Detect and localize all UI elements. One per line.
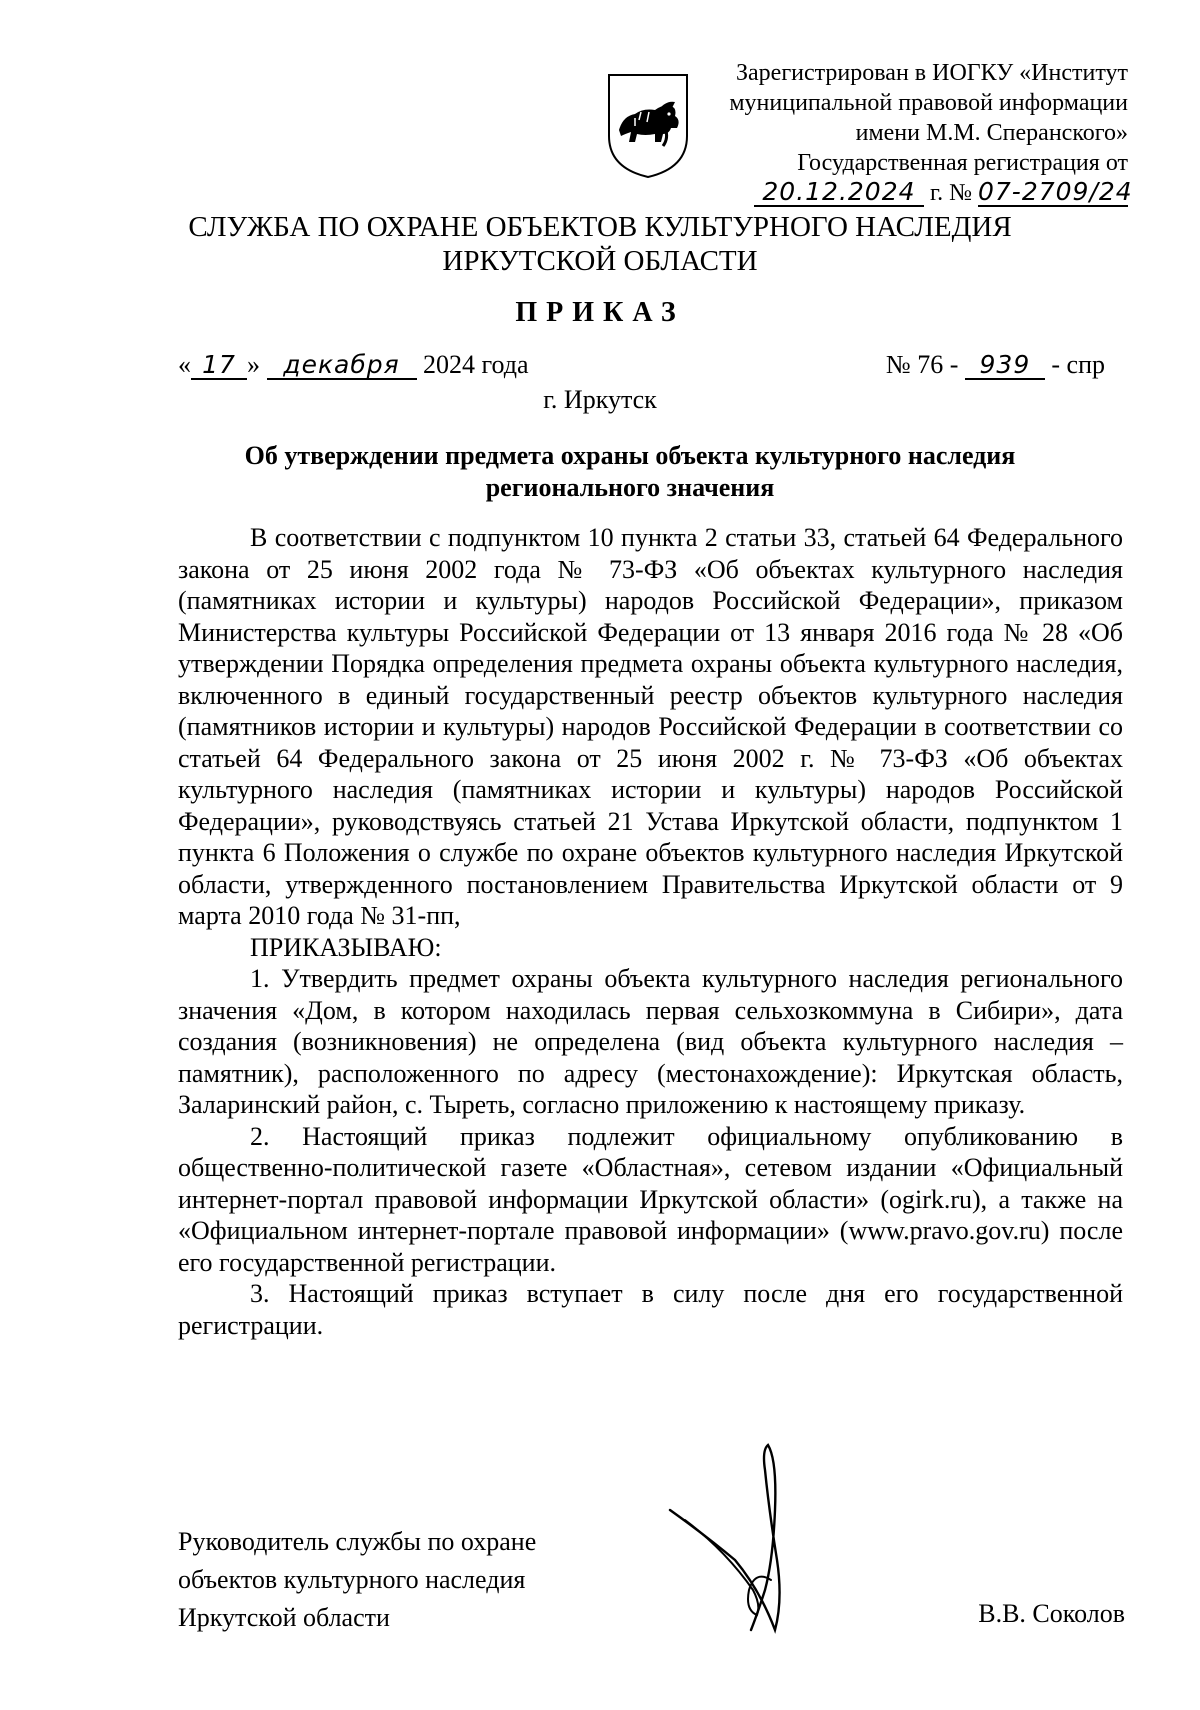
signer-line-1: Руководитель службы по охране (178, 1527, 537, 1556)
document-city: г. Иркутск (543, 385, 657, 414)
signer-line-2: объектов культурного наследия (178, 1565, 526, 1594)
organization-line-1: СЛУЖБА ПО ОХРАНЕ ОБЪЕКТОВ КУЛЬТУРНОГО НАСЛЕДИЯ (188, 211, 1012, 243)
order-item-1: 1. Утвердить предмет охраны объекта культурного наследия регионального значения «Дом, в котором находилась первая сельхозкоммуна в Сибири», дата создания (возникновения) не определена (вид объекта культурного наследия – памятник), расположенного по адресу (местонахождение): Иркутская область, Заларинский район, с. Тыреть, согласно приложению к настоящему приказу. (178, 964, 1123, 1119)
order-item-3: 3. Настоящий приказ вступает в силу после дня его государственной регистрации. (178, 1279, 1123, 1340)
number-value: 939 (965, 352, 1045, 380)
date-close-quote: » (247, 350, 260, 379)
registration-stamp (708, 58, 1133, 208)
registration-line-2: муниципальной правовой информации (729, 90, 1128, 116)
signature-icon (665, 1440, 845, 1650)
registration-number: 07-2709/24 (978, 177, 1133, 206)
subject-line-2: регионального значения (485, 473, 775, 502)
registration-line-1: Зарегистрирован в ИОГКУ «Институт (735, 60, 1128, 86)
order-word: ПРИКАЗЫВАЮ: (250, 932, 442, 962)
signer-line-3: Иркутской области (178, 1603, 390, 1632)
signer-name: В.В. Соколов (978, 1599, 1125, 1628)
registration-line-4: Государственная регистрация от (797, 150, 1128, 176)
organization-line-2: ИРКУТСКОЙ ОБЛАСТИ (442, 245, 758, 277)
document-body (178, 522, 1123, 1341)
date-open-quote: « (178, 350, 191, 379)
date-month: декабря (267, 352, 417, 380)
registration-line-3: имени М.М. Сперанского» (855, 120, 1128, 146)
registration-number-label: г. № (929, 180, 972, 206)
coat-of-arms-icon (605, 72, 691, 180)
preamble-paragraph: В соответствии с подпунктом 10 пункта 2 статьи 33, статьей 64 Федерального закона от 25 июня 2002 года № 73-ФЗ «Об объектах культурного наследия (памятниках истории и культуры) народов Российской Федерации», приказом Министерства культуры Российской Федерации от 13 января 2016 года № 28 «Об утверждении Порядка определения предмета охраны объекта культурного наследия, включенного в единый государственный реестр объектов культурного наследия (памятников истории и культуры) народов Российской Федерации в соответствии со статьей 64 Федерального закона от 25 июня 2002 г. № 73-ФЗ «Об объектах культурного наследия (памятниках истории и культуры) народов Российской Федерации», руководствуясь статьей 21 Устава Иркутской области, подпунктом 1 пункта 6 Положения о службе по охране объектов культурного наследия Иркутской области, утвержденного постановлением Правительства Иркутской области от 9 марта 2010 года № 31-пп, (178, 523, 1123, 930)
date-year: 2024 года (423, 350, 529, 379)
document-date (178, 350, 529, 380)
registration-date-number (708, 177, 1133, 208)
document-subject (200, 440, 1060, 504)
order-item-2: 2. Настоящий приказ подлежит официальному опубликованию в общественно-политической газете «Областная», сетевом издании «Официальный интернет-портал правовой информации Иркутской области» (ogirk.ru), а также на «Официальном интернет-портале правовой информации» (www.pravo.gov.ru) после его государственной регистрации. (178, 1121, 1123, 1277)
registration-date: 20.12.2024 (754, 179, 924, 207)
number-suffix: - спр (1051, 350, 1105, 379)
signer-position (178, 1523, 536, 1637)
number-prefix: № 76 - (885, 350, 959, 379)
organization-name (0, 210, 1200, 278)
subject-line-1: Об утверждении предмета охраны объекта культурного наследия (244, 441, 1016, 470)
document-type-title: ПРИКАЗ (515, 297, 685, 328)
document-number (886, 350, 1105, 380)
date-day: 17 (191, 352, 247, 380)
